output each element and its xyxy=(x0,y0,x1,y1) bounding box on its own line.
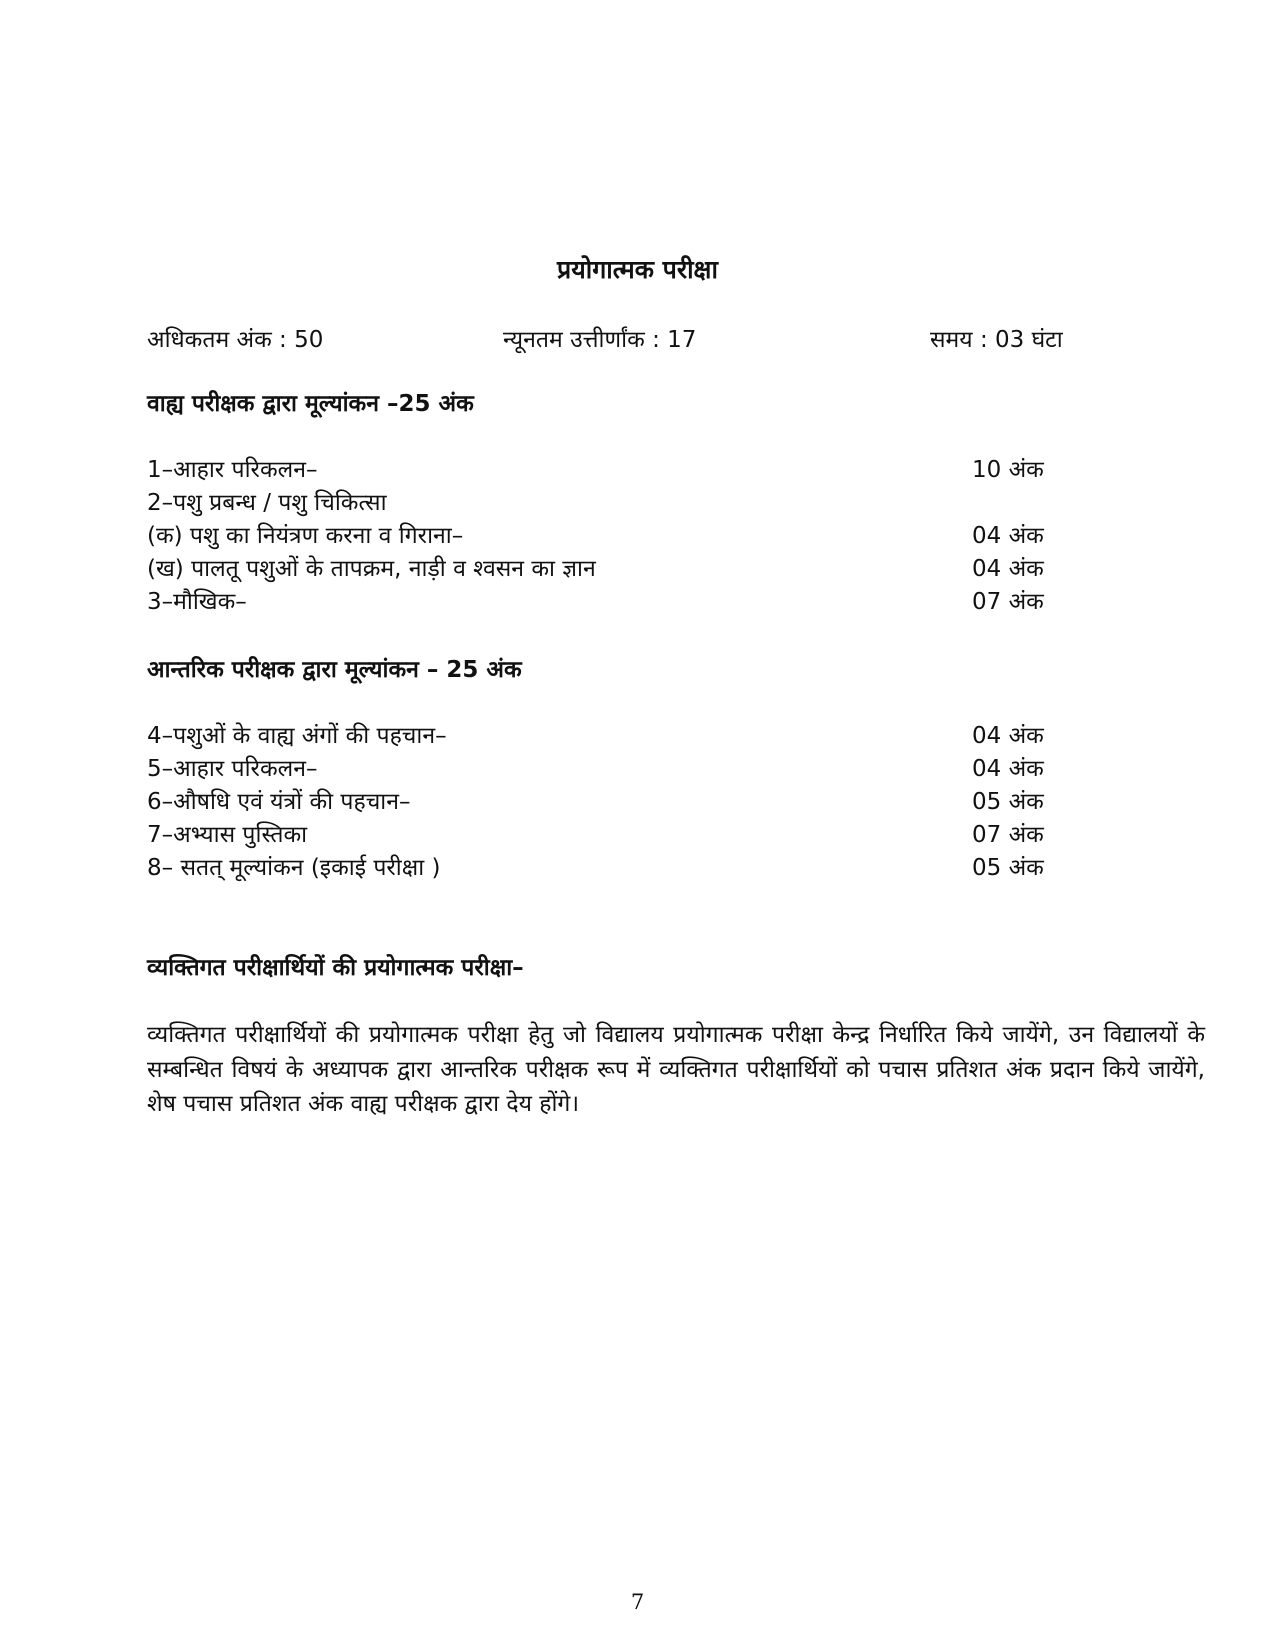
page-title: प्रयोगात्मक परीक्षा xyxy=(557,255,718,284)
item-marks: 04 अंक xyxy=(972,723,1044,749)
external-item xyxy=(147,452,1047,486)
item-label: (क) पशु का नियंत्रण करना व गिराना– xyxy=(147,523,464,549)
min-pass-marks: न्यूनतम उत्तीर्णांक : 17 xyxy=(503,327,697,353)
item-label: 2–पशु प्रबन्ध / पशु चिकित्सा xyxy=(147,490,387,516)
item-label: 3–मौखिक– xyxy=(147,589,247,615)
internal-heading: आन्तरिक परीक्षक द्वारा मूल्यांकन – 25 अंक xyxy=(147,657,522,683)
external-item xyxy=(147,518,1047,552)
item-marks: 05 अंक xyxy=(972,789,1044,815)
item-marks: 07 अंक xyxy=(972,589,1044,615)
internal-item xyxy=(147,784,1047,818)
internal-item xyxy=(147,718,1047,752)
item-label: (ख) पालतू पशुओं के तापक्रम, नाड़ी व श्वसन का ज्ञान xyxy=(147,556,596,582)
item-label: 6–औषधि एवं यंत्रों की पहचान– xyxy=(147,789,411,815)
internal-item xyxy=(147,850,1047,884)
external-heading: वाह्य परीक्षक द्वारा मूल्यांकन –25 अंक xyxy=(147,391,474,417)
item-marks: 10 अंक xyxy=(972,457,1044,483)
external-item xyxy=(147,551,1047,585)
max-marks: अधिकतम अंक : 50 xyxy=(147,327,324,353)
private-paragraph: व्यक्तिगत परीक्षार्थियों की प्रयोगात्मक परीक्षा हेतु जो विद्यालय प्रयोगात्मक परीक्षा केन्द्र निर्धारित किये जायेंगे, उन विद्यालयों के सम्बन्धित विषयं के अध्यापक द्वारा आन्तरिक परीक्षक रूप में व्यक्तिगत परीक्षार्थियों को पचास प्रतिशत अंक प्रदान किये जायेंगे, शेष पचास प्रतिशत अंक वाह्य परीक्षक द्वारा देय होंगे। xyxy=(147,1022,1205,1117)
item-marks: 04 अंक xyxy=(972,523,1044,549)
internal-item xyxy=(147,751,1047,785)
item-marks: 04 अंक xyxy=(972,756,1044,782)
private-heading: व्यक्तिगत परीक्षार्थियों की प्रयोगात्मक परीक्षा– xyxy=(147,955,524,981)
item-label: 5–आहार परिकलन– xyxy=(147,756,318,782)
external-item xyxy=(147,584,1047,618)
item-marks: 04 अंक xyxy=(972,556,1044,582)
external-item xyxy=(147,485,1047,519)
item-label: 4–पशुओं के वाह्य अंगों की पहचान– xyxy=(147,723,447,749)
item-label: 1–आहार परिकलन– xyxy=(147,457,318,483)
item-marks: 07 अंक xyxy=(972,822,1044,848)
page-number: 7 xyxy=(630,1590,645,1614)
internal-item xyxy=(147,817,1047,851)
item-marks: 05 अंक xyxy=(972,855,1044,881)
exam-time: समय : 03 घंटा xyxy=(930,327,1063,353)
item-label: 7–अभ्यास पुस्तिका xyxy=(147,822,308,848)
item-label: 8– सतत् मूल्यांकन (इकाई परीक्षा ) xyxy=(147,855,441,881)
